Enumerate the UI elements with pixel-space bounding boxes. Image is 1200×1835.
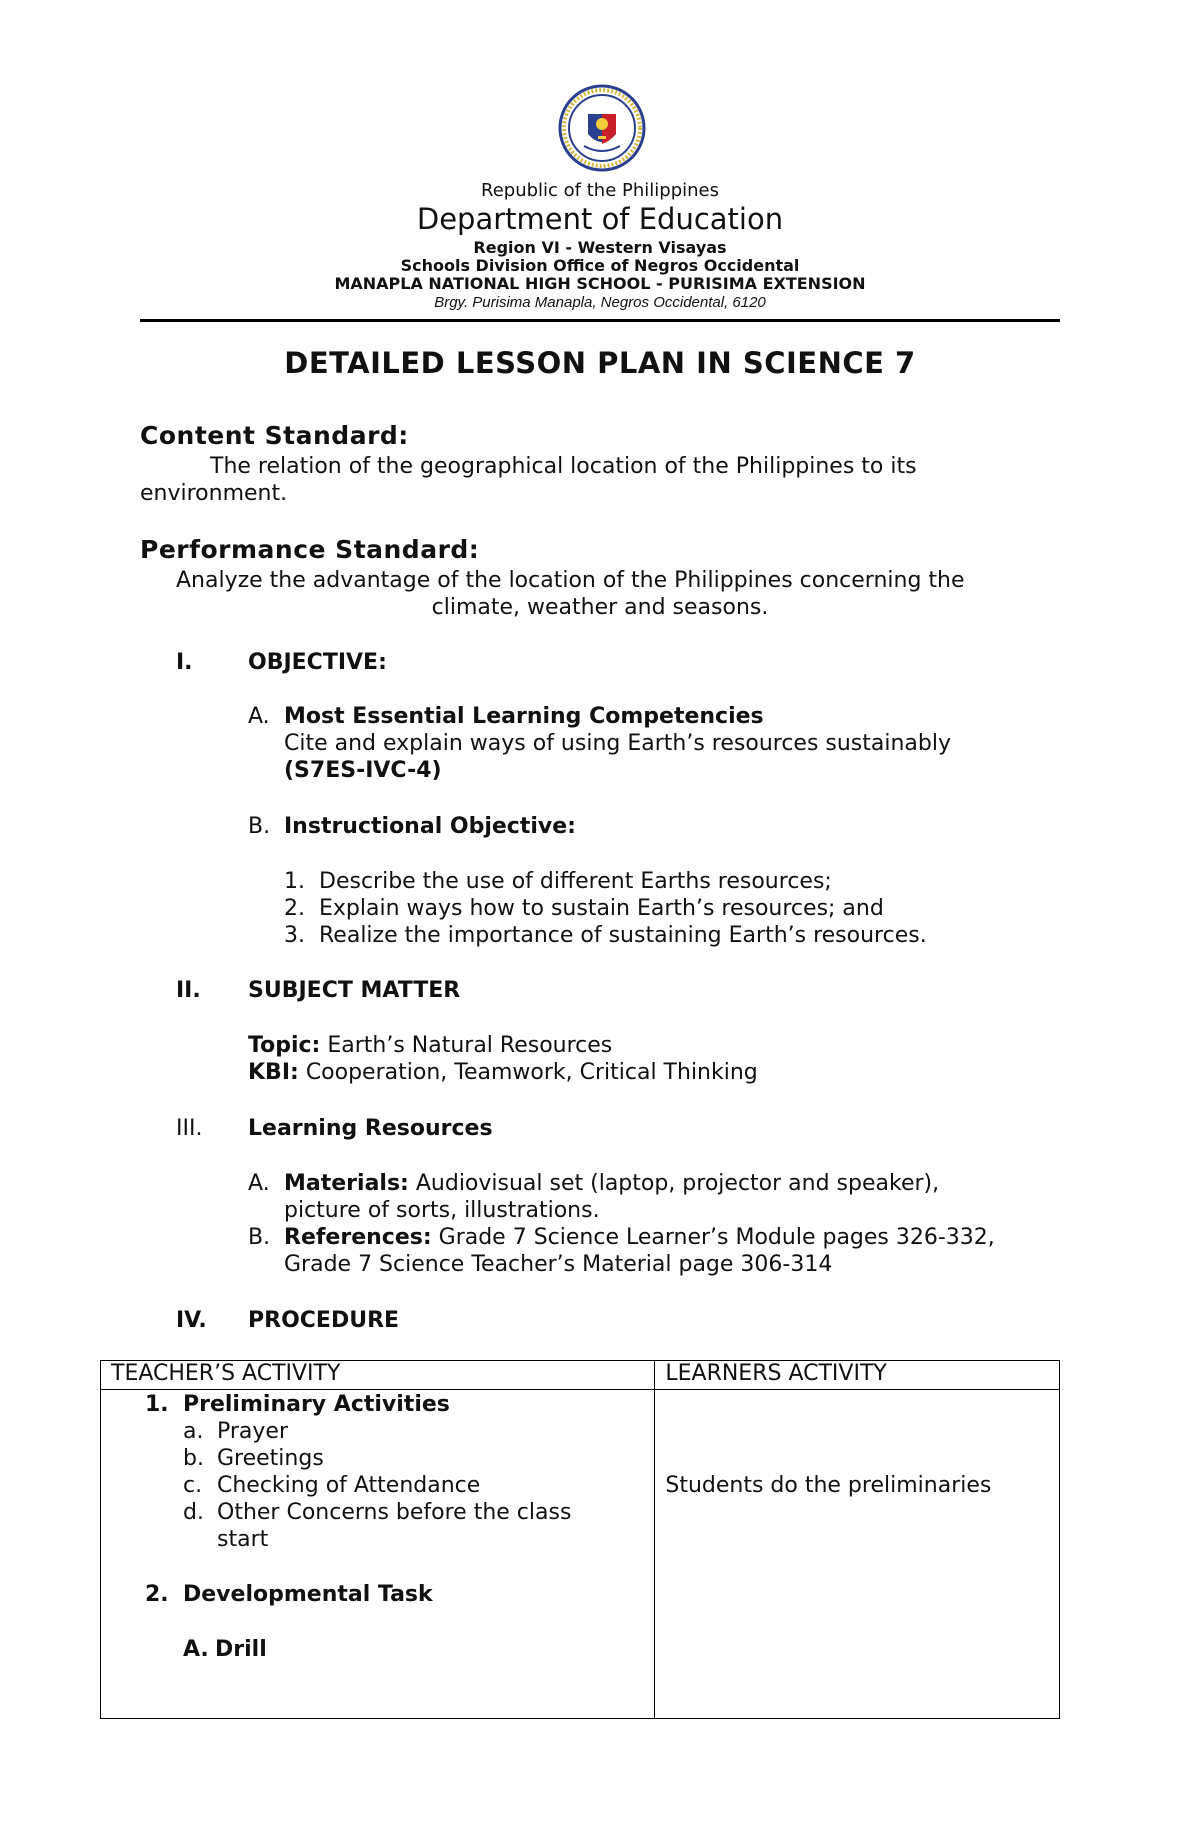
prelim-item-letter: c. bbox=[183, 1473, 203, 1498]
content-standard-line2: environment. bbox=[140, 481, 288, 506]
performance-standard-line1: Analyze the advantage of the location of the Philippines concerning the bbox=[176, 568, 965, 593]
instructional-objective-letter: B. bbox=[248, 814, 271, 839]
objective-item: Explain ways how to sustain Earth’s resources; and bbox=[319, 896, 884, 921]
performance-standard-line2: climate, weather and seasons. bbox=[431, 595, 769, 620]
header-address: Brgy. Purisima Manapla, Negros Occidental, 6120 bbox=[434, 294, 766, 311]
materials-line1 bbox=[284, 1171, 939, 1197]
references-line1 bbox=[284, 1225, 995, 1251]
page-title: DETAILED LESSON PLAN IN SCIENCE 7 bbox=[284, 346, 916, 380]
teacher-activity-cell bbox=[101, 1390, 655, 1719]
materials-letter: A. bbox=[248, 1171, 270, 1196]
references-label: References: bbox=[284, 1225, 432, 1250]
topic-label: Topic: bbox=[248, 1033, 321, 1058]
prelim-item: Prayer bbox=[217, 1419, 289, 1444]
drill-letter: A. bbox=[183, 1637, 209, 1662]
table-header-row bbox=[101, 1361, 1060, 1390]
kbi-value: Cooperation, Teamwork, Critical Thinking bbox=[305, 1060, 758, 1085]
instructional-objective-heading: Instructional Objective: bbox=[284, 814, 576, 839]
prelim-item: Greetings bbox=[217, 1446, 324, 1471]
deped-seal-icon bbox=[558, 84, 646, 172]
learners-activity-header: LEARNERS ACTIVITY bbox=[655, 1361, 1060, 1390]
melc-code: (S7ES-IVC-4) bbox=[284, 758, 442, 783]
teacher-activity-header: TEACHER’S ACTIVITY bbox=[101, 1361, 655, 1390]
header-republic: Republic of the Philippines bbox=[481, 180, 719, 201]
prelim-item-letter: b. bbox=[183, 1446, 204, 1471]
header-divider bbox=[140, 319, 1060, 322]
kbi-line bbox=[248, 1060, 758, 1086]
materials-value: Audiovisual set (laptop, projector and speaker), bbox=[415, 1171, 940, 1196]
learners-activity-cell bbox=[655, 1390, 1060, 1719]
procedure-heading: PROCEDURE bbox=[248, 1308, 400, 1333]
objective-item-num: 3. bbox=[284, 923, 305, 948]
prelim-item-continued: start bbox=[217, 1527, 269, 1552]
melc-letter: A. bbox=[248, 704, 270, 729]
references-line2: Grade 7 Science Teacher’s Material page 306-314 bbox=[284, 1252, 833, 1277]
table-row bbox=[101, 1390, 1060, 1719]
prelim-heading: Preliminary Activities bbox=[183, 1392, 450, 1417]
materials-label: Materials: bbox=[284, 1171, 409, 1196]
objective-item: Describe the use of different Earths resources; bbox=[319, 869, 832, 894]
kbi-label: KBI: bbox=[248, 1060, 299, 1085]
drill-heading: Drill bbox=[215, 1637, 267, 1662]
header-region: Region VI - Western Visayas bbox=[473, 238, 727, 257]
dev-task-heading: Developmental Task bbox=[183, 1582, 433, 1607]
subject-matter-heading: SUBJECT MATTER bbox=[248, 978, 461, 1003]
prelim-num: 1. bbox=[145, 1392, 169, 1417]
melc-heading: Most Essential Learning Competencies bbox=[284, 704, 764, 729]
objective-item-num: 2. bbox=[284, 896, 305, 921]
materials-line2: picture of sorts, illustrations. bbox=[284, 1198, 600, 1223]
topic-value: Earth’s Natural Resources bbox=[327, 1033, 613, 1058]
melc-text: Cite and explain ways of using Earth’s resources sustainably bbox=[284, 731, 952, 756]
references-value: Grade 7 Science Learner’s Module pages 326-332, bbox=[438, 1225, 995, 1250]
learning-resources-numeral: III. bbox=[176, 1116, 203, 1141]
header-department: Department of Education bbox=[416, 202, 784, 236]
prelim-item-letter: d. bbox=[183, 1500, 204, 1525]
header-division: Schools Division Office of Negros Occidental bbox=[400, 256, 800, 275]
learners-activity-text: Students do the preliminaries bbox=[665, 1473, 992, 1498]
objective-item-num: 1. bbox=[284, 869, 305, 894]
prelim-item-letter: a. bbox=[183, 1419, 204, 1444]
content-standard-heading: Content Standard: bbox=[140, 421, 409, 450]
references-letter: B. bbox=[248, 1225, 271, 1250]
dev-task-num: 2. bbox=[145, 1582, 169, 1607]
objective-item: Realize the importance of sustaining Earth’s resources. bbox=[319, 923, 927, 948]
prelim-item: Checking of Attendance bbox=[217, 1473, 481, 1498]
performance-standard-heading: Performance Standard: bbox=[140, 535, 480, 564]
objective-heading: OBJECTIVE: bbox=[248, 650, 387, 675]
objective-numeral: I. bbox=[176, 650, 193, 675]
header-school: MANAPLA NATIONAL HIGH SCHOOL - PURISIMA EXTENSION bbox=[334, 274, 866, 293]
content-standard-line1: The relation of the geographical location of the Philippines to its bbox=[210, 454, 917, 479]
subject-matter-numeral: II. bbox=[176, 978, 201, 1003]
procedure-table bbox=[100, 1360, 1060, 1719]
topic-line bbox=[248, 1033, 612, 1059]
learning-resources-heading: Learning Resources bbox=[248, 1116, 493, 1141]
procedure-numeral: IV. bbox=[176, 1308, 207, 1333]
prelim-item: Other Concerns before the class bbox=[217, 1500, 572, 1525]
